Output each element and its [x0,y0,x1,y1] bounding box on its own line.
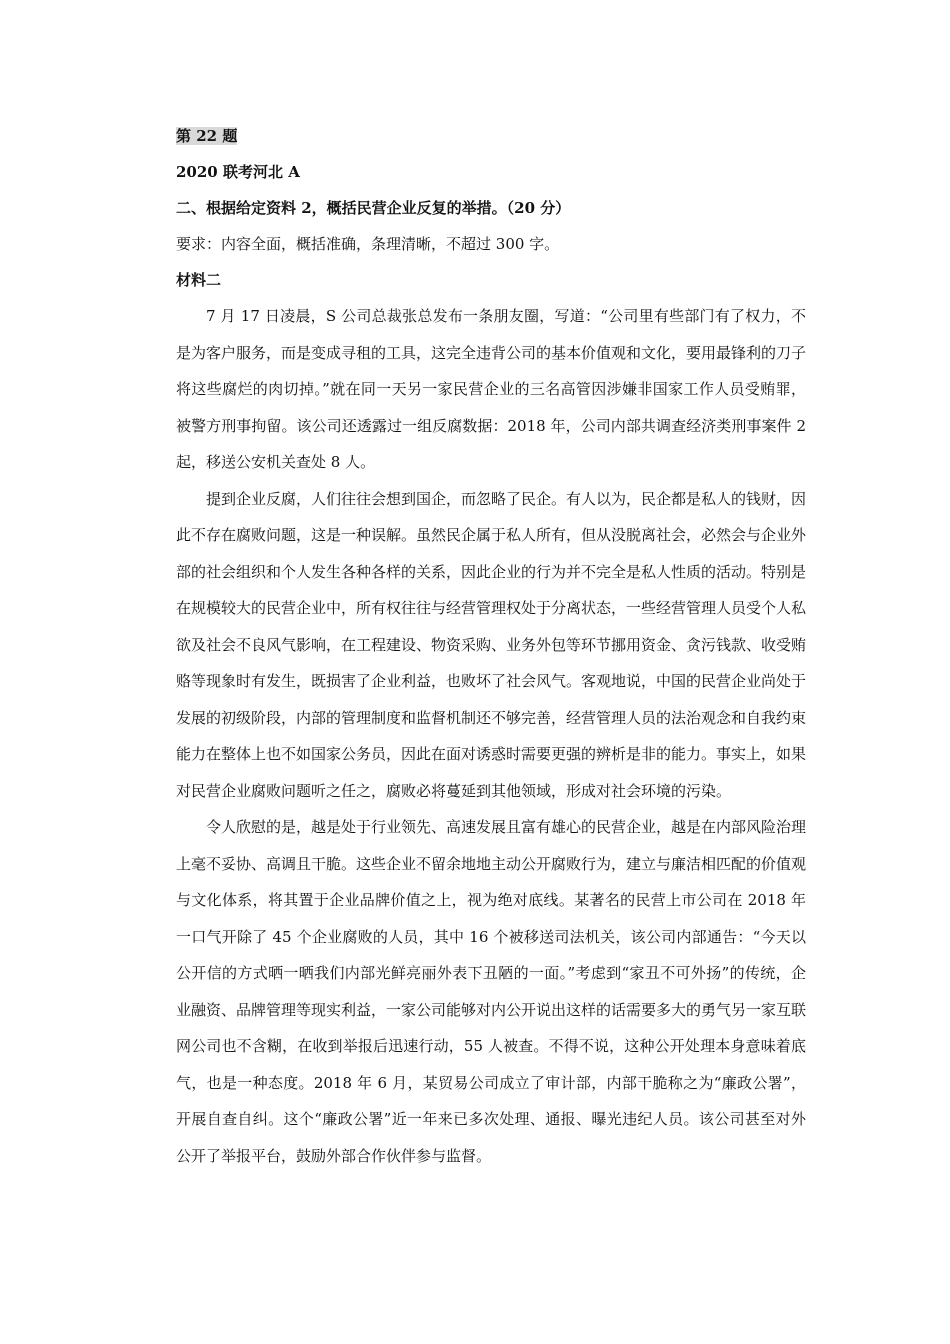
paragraph-2: 提到企业反腐，人们往往会想到国企，而忽略了民企。有人以为，民企都是私人的钱财，因此不存在腐败问题，这是一种误解。虽然民企属于私人所有，但从没脱离社会，必然会与企业外部的社会组织和个人发生各种各样的关系，因此企业的行为并不完全是私人性质的活动。特别是在规模较大的民营企业中，所有权往往与经营管理权处于分离状态，一些经营管理人员受个人私欲及社会不良风气影响，在工程建设、物资采购、业务外包等环节挪用资金、贪污钱款、收受贿赂等现象时有发生，既损害了企业利益，也败坏了社会风气。客观地说，中国的民营企业尚处于发展的初级阶段，内部的管理制度和监督机制还不够完善，经营管理人员的法治观念和自我约束能力在整体上也不如国家公务员，因此在面对诱惑时需要更强的辨析是非的能力。事实上，如果对民营企业腐败问题听之任之，腐败必将蔓延到其他领域，形成对社会环境的污染。 [176,489,807,800]
requirement-text: 要求：内容全面，概括准确，条理清晰，不超过 300 字。 [176,235,560,253]
exam-source: 2020 联考河北 A [176,163,300,181]
question-number: 第 22 题 [176,127,238,145]
question-title: 二、根据给定资料 2，概括民营企业反复的举措。（20 分） [176,199,571,217]
paragraph-3: 令人欣慰的是，越是处于行业领先、高速发展且富有雄心的民营企业，越是在内部风险治理上毫不妥协、高调且干脆。这些企业不留余地地主动公开腐败行为，建立与廉洁相匹配的价值观与文化体系，将其置于企业品牌价值之上，视为绝对底线。某著名的民营上市公司在 2018 年一口气开除了 45 个企业腐败的人员，其中 16 个被移送司法机关，该公司内部通告：“今天以公开信的方式晒一晒我们内部光鲜亮丽外表下丑陋的一面。”考虑到“家丑不可外扬”的传统，企业融资、品牌管理等现实利益，一家公司能够对内公开说出这样的话需要多大的勇气另一家互联网公司也不含糊，在收到举报后迅速行动，55 人被查。不得不说，这种公开处理本身意味着底气，也是一种态度。2018 年 6 月，某贸易公司成立了审计部，内部干脆称之为“廉政公署”，开展自查自纠。这个“廉政公署”近一年来已多次处理、通报、曝光违纪人员。该公司甚至对外公开了举报平台，鼓励外部合作伙伴参与监督。 [176,818,807,1165]
material-heading: 材料二 [176,271,222,289]
question-number-line [176,118,806,154]
paragraph-1: 7 月 17 日凌晨，S 公司总裁张总发布一条朋友圈，写道：“公司里有些部门有了权力，不是为客户服务，而是变成寻租的工具，这完全违背公司的基本价值观和文化，要用最锋利的刀子将这些腐烂的肉切掉。”就在同一天另一家民营企业的三名高管因涉嫌非国家工作人员受贿罪，被警方刑事拘留。该公司还透露过一组反腐数据：2018 年，公司内部共调查经济类刑事案件 2 起，移送公安机关查处 8 人。 [176,307,807,471]
document-body [176,118,806,1174]
